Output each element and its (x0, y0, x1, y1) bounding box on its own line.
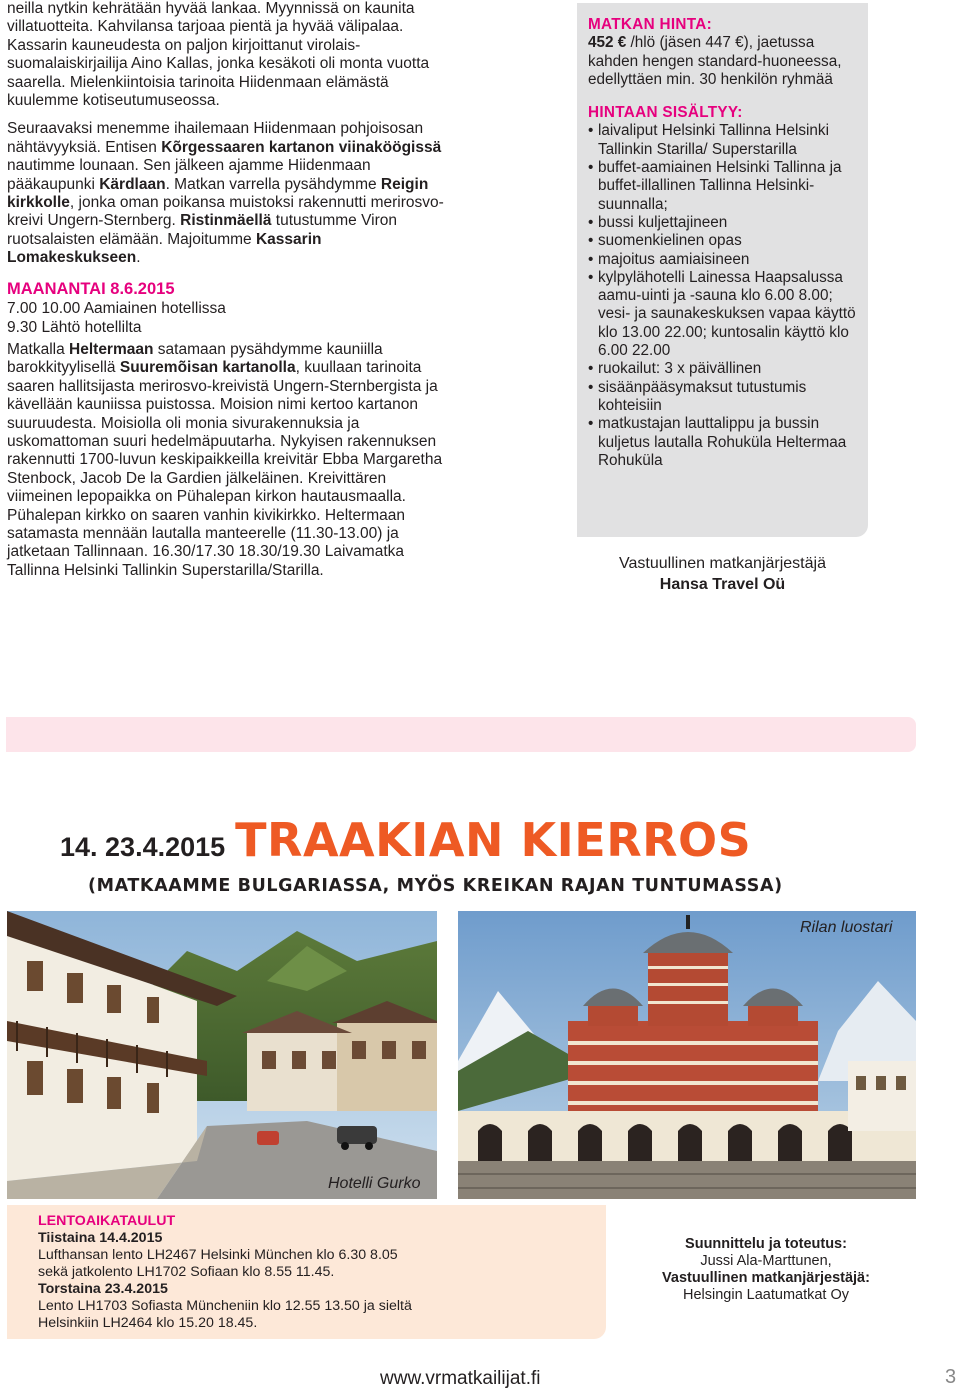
list-item: • kylpylähotelli Lainessa Haapsalussa aamu-uinti ja -sauna klo 6.00 8.00; vesi- ja saunakeskuksen vapaa käyttö klo 13.00 22.00; kuntosalin käyttö klo 6.00 22.00 (588, 269, 858, 360)
organizer-name: Hansa Travel Oü (659, 576, 786, 593)
planning-label: Suunnittelu ja toteutus: (685, 1236, 847, 1252)
tour-subtitle: (MATKAAMME BULGARIASSA, MYÖS KREIKAN RAJAN TUNTUMASSA) (88, 876, 783, 896)
schedule-line: 9.30 Lähtö hotellilta (7, 318, 142, 336)
list-item: • suomenkielinen opas (588, 232, 858, 250)
itinerary-paragraph-heltermaa: Matkalla Heltermaan satamaan pysähdymme kauniilla barokkityylisellä Suuremõisan kartanolla, kuullaan tarinoita saaren hallitsijasta merirosvo-kreivistä Ungern-Sternbergista ja kävellään kauniissa puistossa. Moision nimi kertoo kartanon suuruudesta. Moisiolla oli monia sivurakennuksia ja uskomattoman suuri hedelmäpuutarha. Nykyisen rakennuksen rakennutti 1700-luvun keskipaikkeilla kreivitär Ebba Margaretha Stenbock, Jacob De la Gardien jälkeläinen. Kreivittären viimeinen lepopaikka on Pühalepan kirkon hautausmaalla. Pühalepan kirkko on saaren vanhin kivikirkko. Heltermaan satamasta mennään lautalla manteerelle (11.30-13.00) ja jatketaan Tallinnaan. 16.30/17.30 18.30/19.30 Laivamatka Tallinna Helsinki Tallinkin Superstarilla/Starilla. (7, 340, 443, 579)
photo-caption-monastery: Rilan luostari (800, 919, 893, 936)
tour-dates: 14. 23.4.2015 (60, 832, 226, 862)
flight-heading: LENTOAIKATAULUT (38, 1213, 176, 1229)
credits-block (640, 1236, 892, 1304)
organizer-label: Vastuullinen matkanjärjestäjä (619, 555, 826, 572)
flight-return-day: Torstaina 23.4.2015 (38, 1281, 168, 1297)
photo-caption-hotel: Hotelli Gurko (328, 1175, 421, 1192)
includes-list (588, 122, 858, 470)
page-number: 3 (945, 1366, 957, 1388)
list-item: • buffet-aamiainen Helsinki Tallinna ja buffet-illallinen Tallinna Helsinki-suunnalla; (588, 159, 858, 214)
list-item: • ruokailut: 3 x päivällinen (588, 360, 858, 378)
organizer-name: Helsingin Laatumatkat Oy (682, 1287, 850, 1303)
day-heading: MAANANTAI 8.6.2015 (7, 279, 175, 298)
flight-line: sekä jatkolento LH1702 Sofiaan klo 8.55 11.45. (38, 1264, 335, 1280)
footer-website-link[interactable]: www.vrmatkailijat.fi (380, 1368, 541, 1389)
organizer-block (577, 553, 868, 595)
monastery-photo (458, 911, 916, 1199)
intro-paragraph: neilla nytkin kehrätään hyvää lankaa. Myynnissä on kaunita villatuotteita. Kahvilansa tarjoaa pientä ja hyvää välipalaa. Kassarin kauneudesta on paljon kirjoittanut virolais-suomalaiskirjailija Aino Kallas, jonka kesäkoti oli monta vuotta saarella. Mielenkiintoisia tarinoita Hiidenmaan elämästä kuulemme kotiseutumuseossa. (7, 0, 430, 110)
price-info-box (577, 3, 868, 537)
flight-line: Helsinkiin LH2464 klo 15.20 18.45. (38, 1315, 258, 1331)
flight-schedule-box (7, 1205, 606, 1339)
flight-line: Lento LH1703 Sofiasta Müncheniin klo 12.55 13.50 ja sieltä (38, 1298, 412, 1314)
flight-outbound-day: Tiistaina 14.4.2015 (38, 1230, 163, 1246)
tour-title-row (60, 813, 920, 867)
flight-line: Lufthansan lento LH2467 Helsinki München klo 6.30 8.05 (38, 1247, 398, 1263)
tour-title: TRAAKIAN KIERROS (235, 813, 752, 867)
itinerary-paragraph-hiidenmaa: Seuraavaksi menemme ihailemaan Hiidenmaan pohjoisosan nähtävyyksiä. Entisen Kõrgessaaren kartanon viinaköögissä nautimme lounaan. Sen jälkeen ajamme Hiidenmaan pääkaupunki Kärdlaan. Matkan varrella pysähdymme Reigin kirkkolle, jonka oman poikansa muistoksi rakennutti merirosvo-kreivi Ungern-Sternberg. Ristinmäellä tutustumme Viron ruotsalaisten elämään. Majoitumme Kassarin Lomakeskukseen. (7, 120, 444, 267)
list-item: • laivaliput Helsinki Tallinna Helsinki Tallinkin Starilla/ Superstarilla (588, 122, 858, 159)
list-item: • majoitus aamiaisineen (588, 251, 858, 269)
organizer-label: Vastuullinen matkanjärjestäjä: (662, 1270, 870, 1286)
price-text: 452 € /hlö (jäsen 447 €), jaetussa kahden hengen standard-huoneessa, edellyttäen min. 30 henkilön ryhmää (588, 34, 842, 88)
price-heading: MATKAN HINTA: (588, 16, 712, 33)
list-item: • bussi kuljettajineen (588, 214, 858, 232)
schedule-line: 7.00 10.00 Aamiainen hotellissa (7, 300, 226, 318)
list-item: • matkustajan lauttalippu ja bussin kuljetus lautalla Rohuküla Heltermaa Rohuküla (588, 415, 858, 470)
left-text-column (7, 0, 453, 580)
section-divider-band (6, 717, 916, 752)
includes-heading: HINTAAN SISÄLTYY: (588, 104, 743, 122)
list-item: • sisäänpääsymaksut tutustumis kohteisiin (588, 379, 858, 416)
hotel-street-photo (7, 911, 437, 1199)
planning-name: Jussi Ala-Marttunen, (700, 1253, 832, 1269)
